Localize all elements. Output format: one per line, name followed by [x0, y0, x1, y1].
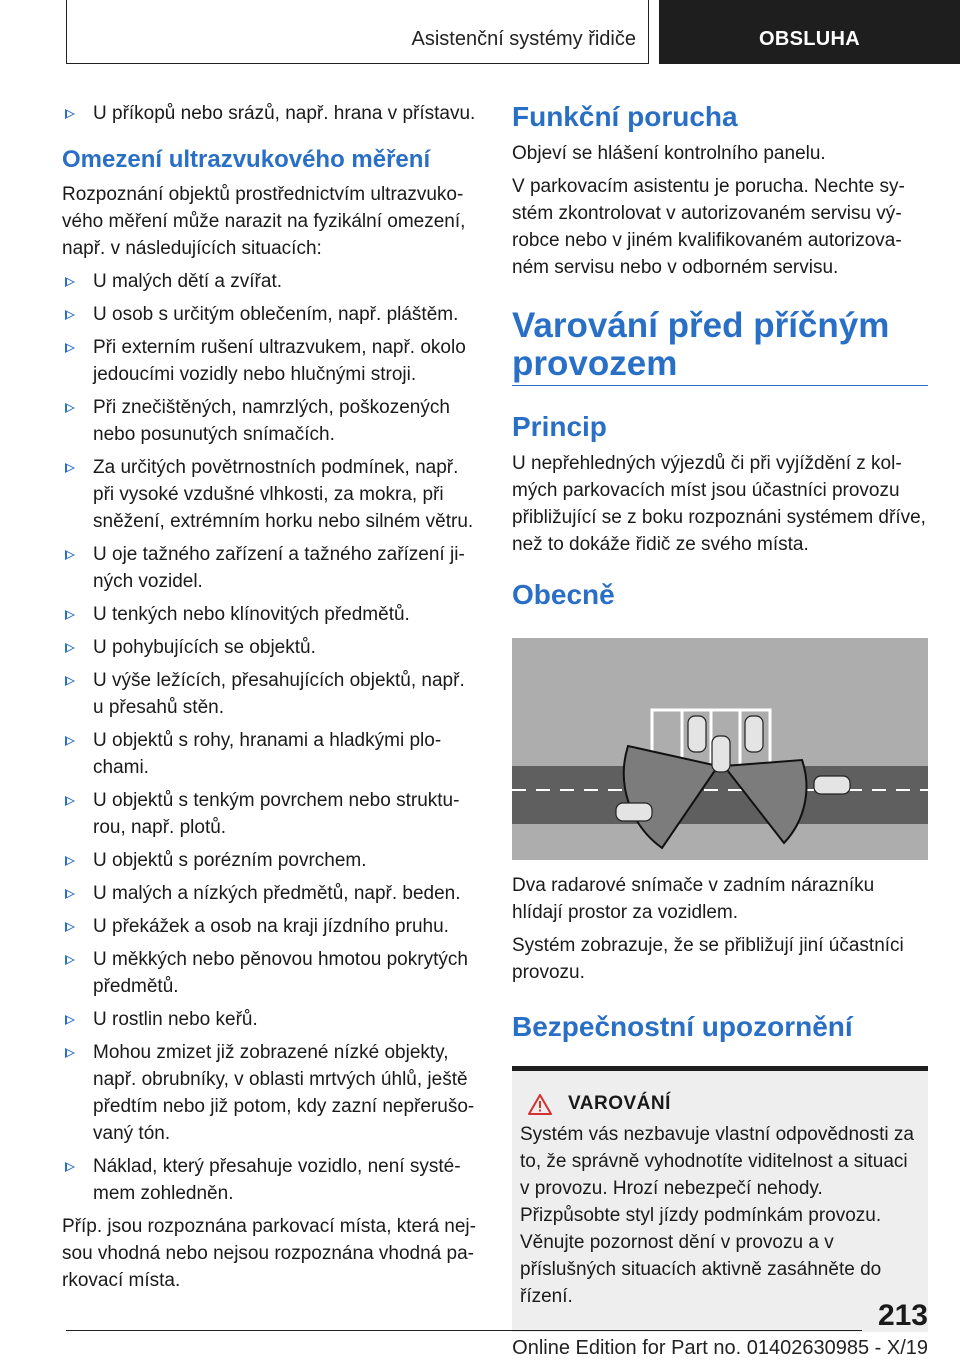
chapter-tab: [659, 0, 960, 64]
list-item: U osob s určitým oblečením, např. pláštěm.: [62, 301, 478, 328]
list-item: U měkkých nebo pěnovou hmotou pokrytých předmětů.: [62, 946, 478, 1000]
list-item: U oje tažného zařízení a tažného zařízení jiných vozidel.: [62, 541, 478, 595]
triangle-bullet-icon: [65, 856, 75, 866]
triangle-bullet-icon: [65, 109, 75, 119]
triangle-bullet-icon: [65, 736, 75, 746]
limits-heading: Omezení ultrazvukového měření: [62, 146, 431, 173]
warning-text: Systém vás nezbavuje vlastní odpovědnosti za to, že správně vyhodnotíte viditelnost a situaci v provozu. Hrozí nebezpečí nehody. Přizpůsobte styl jízdy podmínkám provozu. Věnujte pozornost dění v provozu a v příslušných situacích aktivně zasáhněte do řízení.: [520, 1124, 914, 1307]
limits-intro: Rozpoznání objektů prostřednictvím ultrazvukového měření může narazit na fyzikální omezení, např. v následujících situacích:: [62, 184, 466, 259]
caption-text-2: Systém zobrazuje, že se přibližují jiní účastníci provozu.: [512, 935, 904, 983]
list-item: Mohou zmizet již zobrazené nízké objekty, např. obrubníky, v oblasti mrtvých úhlů, ještě předtím nebo již potom, kdy zazní nepřerušovaný tón.: [62, 1039, 478, 1147]
list-item: U výše ležících, přesahujících objektů, např. u přesahů stěn.: [62, 667, 478, 721]
triangle-bullet-icon: [65, 955, 75, 965]
triangle-bullet-icon: [65, 796, 75, 806]
section-title: Asistenční systémy řidiče: [411, 28, 636, 50]
malfunction-text-2: V parkovacím asistentu je porucha. Nechte systém zkontrolovat v autorizovaném servisu výrobce nebo v jiném kvalifikovaném autorizovaném servisu nebo v odborném servisu.: [512, 176, 905, 278]
warning-title: VAROVÁNÍ: [568, 1093, 671, 1114]
list-item: U tenkých nebo klínovitých předmětů.: [62, 601, 478, 628]
triangle-bullet-icon: [65, 277, 75, 287]
closing-note: Příp. jsou rozpoznána parkovací místa, která nejsou vhodná nebo nejsou rozpoznána vhodná parkovací místa.: [62, 1216, 476, 1291]
principle-text: U nepřehledných výjezdů či při vyjíždění z kolmých parkovacích míst jsou účastníci provozu přibližující se z boku rozpoznáni systémem dříve, než to dokáže řidič ze svého místa.: [512, 453, 926, 555]
right-column: [512, 100, 928, 1332]
list-item: U překážek a osob na kraji jízdního pruhu.: [62, 913, 478, 940]
limits-list: [62, 268, 478, 1207]
list-item: U objektů s tenkým povrchem nebo strukturou, např. plotů.: [62, 787, 478, 841]
section-title-box: [66, 0, 649, 64]
list-item: U pohybujících se objektů.: [62, 634, 478, 661]
caption-text-1: Dva radarové snímače v zadním nárazníku hlídají prostor za vozidlem.: [512, 875, 875, 923]
malfunction-text-1: Objeví se hlášení kontrolního panelu.: [512, 143, 826, 164]
cross-traffic-illustration: [512, 638, 928, 860]
list-item: U malých a nízkých předmětů, např. beden.: [62, 880, 478, 907]
list-item: U objektů s rohy, hranami a hladkými plochami.: [62, 727, 478, 781]
triangle-bullet-icon: [65, 922, 75, 932]
main-heading-block: [512, 307, 928, 386]
principle-heading: Princip: [512, 411, 607, 442]
triangle-bullet-icon: [65, 310, 75, 320]
left-column: [62, 100, 478, 1300]
parking-scene-image: [512, 638, 928, 860]
main-heading: Varování před příčným provozem: [512, 306, 890, 383]
triangle-bullet-icon: [65, 643, 75, 653]
list-item: Při znečištěných, namrzlých, poškozených nebo posunutých snímačích.: [62, 394, 478, 448]
list-item: U rostlin nebo keřů.: [62, 1006, 478, 1033]
list-item: Při externím rušení ultrazvukem, např. okolo jedoucími vozidly nebo hlučnými stroji.: [62, 334, 478, 388]
triangle-bullet-icon: [65, 403, 75, 413]
list-item: U malých dětí a zvířat.: [62, 268, 478, 295]
triangle-bullet-icon: [65, 343, 75, 353]
warning-triangle-icon: [528, 1094, 552, 1115]
list-item: Náklad, který přesahuje vozidlo, není systémem zohledněn.: [62, 1153, 478, 1207]
general-heading: Obecně: [512, 579, 615, 610]
triangle-bullet-icon: [65, 676, 75, 686]
bullet-list-top: [62, 100, 478, 127]
triangle-bullet-icon: [65, 463, 75, 473]
list-item: U příkopů nebo srázů, např. hrana v přístavu.: [62, 100, 478, 127]
triangle-bullet-icon: [65, 889, 75, 899]
footer-divider: [66, 1330, 862, 1331]
triangle-bullet-icon: [65, 1162, 75, 1172]
triangle-bullet-icon: [65, 1015, 75, 1025]
malfunction-heading: Funkční porucha: [512, 101, 738, 132]
triangle-bullet-icon: [65, 550, 75, 560]
safety-heading: Bezpečnostní upozornění: [512, 1011, 853, 1042]
page-number: 213: [877, 1299, 928, 1332]
page-header: [66, 0, 960, 64]
list-item: Za určitých povětrnostních podmínek, např. při vysoké vzdušné vlhkosti, za mokra, při sněžení, extrémním horku nebo silném větru.: [62, 454, 478, 535]
chapter-label: OBSLUHA: [759, 28, 860, 50]
triangle-bullet-icon: [65, 1048, 75, 1058]
footer-edition: Online Edition for Part no. 01402630985 - X/19: [512, 1337, 928, 1359]
triangle-bullet-icon: [65, 610, 75, 620]
list-item: U objektů s porézním povrchem.: [62, 847, 478, 874]
warning-header: [520, 1093, 920, 1115]
warning-box: [512, 1066, 928, 1332]
